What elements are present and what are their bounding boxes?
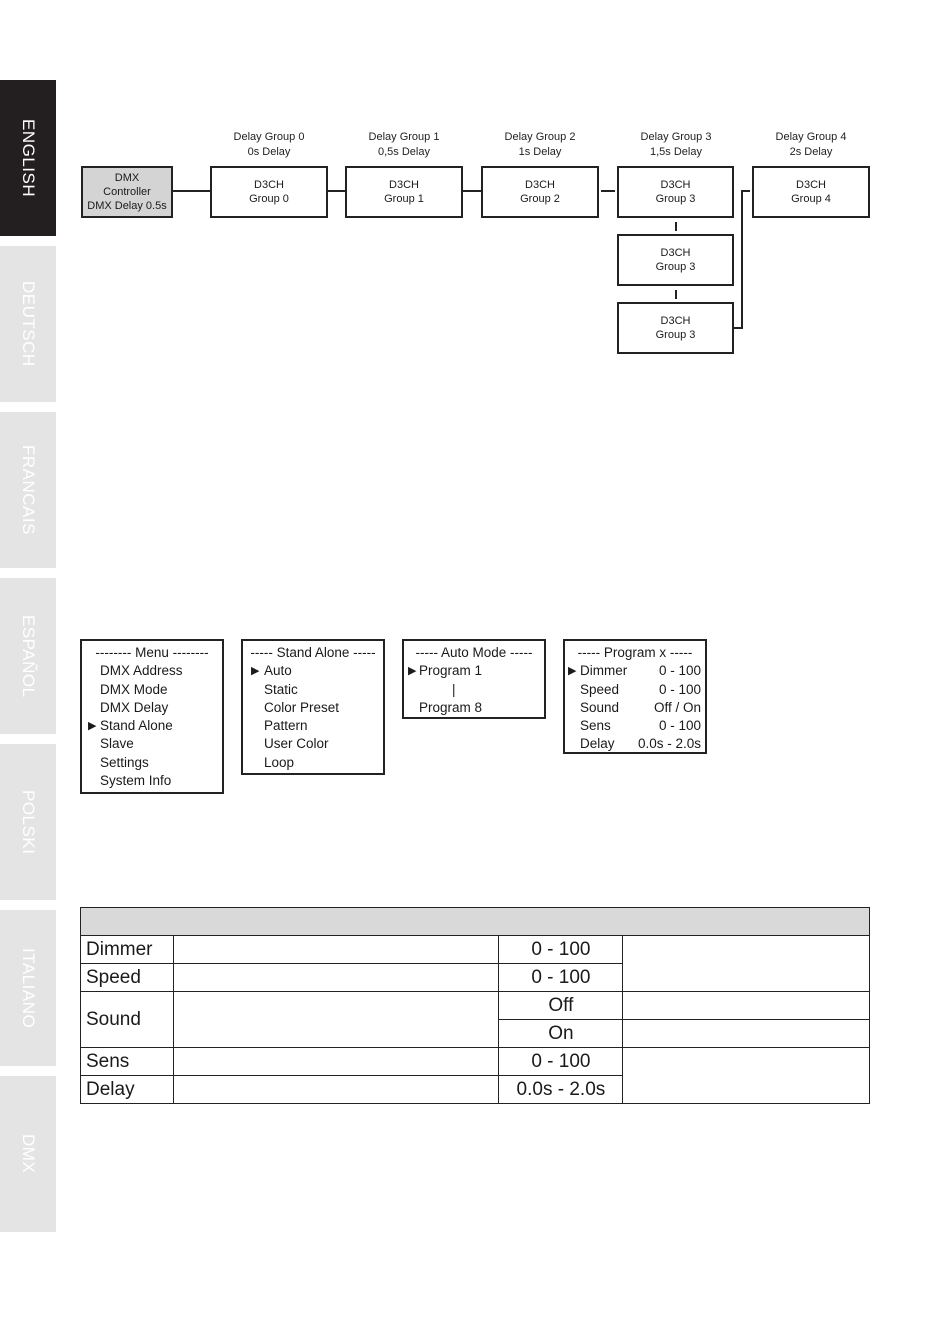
box-line: Group 1 xyxy=(384,193,424,205)
menu-item-label: | xyxy=(452,681,456,697)
group-3-box-3 xyxy=(617,302,734,354)
menu-item[interactable] xyxy=(243,735,383,753)
box-line: D3CH xyxy=(660,179,691,191)
box-line: Group 2 xyxy=(520,193,560,205)
param-name-cell: Speed xyxy=(81,964,174,992)
menu-item[interactable] xyxy=(243,699,383,717)
group-3-box xyxy=(617,166,734,218)
menu-item-label: Slave xyxy=(100,736,134,752)
controller-line: DMX xyxy=(114,172,140,184)
box-line: D3CH xyxy=(525,179,555,191)
tab-espanol[interactable] xyxy=(0,578,56,734)
menu-item-label: Delay xyxy=(580,736,615,752)
param-value-cell: 0 - 100 xyxy=(499,964,623,992)
caption-line: 0,5s Delay xyxy=(378,146,430,158)
box-line: Group 4 xyxy=(791,193,831,205)
group-1-box xyxy=(345,166,463,218)
menu-item-selected[interactable] xyxy=(565,662,705,680)
tab-label: ESPAÑOL xyxy=(19,614,38,698)
selection-arrow-icon: ▶ xyxy=(251,665,260,678)
menu-item[interactable] xyxy=(82,681,222,699)
selection-arrow-icon: ▶ xyxy=(88,720,97,733)
group-0-box xyxy=(210,166,328,218)
group-caption xyxy=(746,130,876,160)
group-caption xyxy=(611,130,741,160)
menu-item-label: Static xyxy=(264,681,298,697)
group-caption xyxy=(204,130,334,160)
description-cell xyxy=(173,1048,499,1076)
group-caption xyxy=(339,130,469,160)
description-cell xyxy=(173,964,499,992)
tab-label: ENGLISH xyxy=(19,118,38,198)
tab-label: DEUTSCH xyxy=(19,281,38,367)
tab-dmx[interactable] xyxy=(0,1076,56,1232)
automode-menu-screen xyxy=(402,639,546,719)
param-value-cell: 0 - 100 xyxy=(499,936,623,964)
caption-line: Delay Group 0 xyxy=(233,131,305,143)
menu-item-label: Speed xyxy=(580,681,620,697)
tab-label: DMX xyxy=(19,1134,38,1174)
caption-line: Delay Group 2 xyxy=(504,131,576,143)
tab-francais[interactable] xyxy=(0,412,56,568)
menu-item[interactable] xyxy=(565,735,705,753)
caption-line: 0s Delay xyxy=(247,146,291,158)
box-line: D3CH xyxy=(389,179,419,191)
table-header-cell xyxy=(81,908,870,936)
menu-item-label: Sens xyxy=(580,718,611,734)
connector-line xyxy=(173,190,210,192)
menu-item-label: User Color xyxy=(264,736,329,752)
menu-item-label: DMX Mode xyxy=(100,681,168,697)
note-cell xyxy=(623,1048,870,1104)
menu-item[interactable] xyxy=(82,772,222,790)
param-value-cell: On xyxy=(499,1020,623,1048)
controller-line: DMX Delay 0.5s xyxy=(87,200,167,212)
menu-item-label: Stand Alone xyxy=(100,718,173,734)
tab-label: POLSKI xyxy=(19,789,38,855)
description-cell xyxy=(173,992,499,1048)
menu-item-value: 0 - 100 xyxy=(658,681,701,697)
menu-title: ----- Program x ----- xyxy=(577,645,693,660)
menu-ellipsis xyxy=(404,681,544,699)
note-cell xyxy=(623,1020,870,1048)
menu-item-selected[interactable] xyxy=(82,717,222,735)
menu-item[interactable] xyxy=(243,681,383,699)
group-3-box-2 xyxy=(617,234,734,286)
param-value-cell: 0.0s - 2.0s xyxy=(499,1076,623,1104)
menu-title: ----- Auto Mode ----- xyxy=(415,645,533,660)
box-line: D3CH xyxy=(254,179,284,191)
menu-item-label: Settings xyxy=(100,754,149,770)
box-line: Group 3 xyxy=(655,193,696,205)
menu-item[interactable] xyxy=(82,754,222,772)
menu-item-label: Dimmer xyxy=(580,663,628,679)
connector-line xyxy=(601,190,615,192)
table-row xyxy=(81,1048,870,1076)
menu-item-label: System Info xyxy=(100,773,172,789)
connector-line xyxy=(675,290,677,299)
menu-item-selected[interactable] xyxy=(404,662,544,680)
tab-italiano[interactable] xyxy=(0,910,56,1066)
param-name-cell: Dimmer xyxy=(81,936,174,964)
tab-polski[interactable] xyxy=(0,744,56,900)
caption-line: Delay Group 4 xyxy=(775,131,847,143)
menu-item[interactable] xyxy=(243,754,383,772)
menu-item[interactable] xyxy=(565,717,705,735)
main-menu-screen xyxy=(80,639,224,794)
dmx-controller-box xyxy=(81,166,173,218)
selection-arrow-icon: ▶ xyxy=(568,665,577,678)
box-line: Group 3 xyxy=(655,329,696,341)
menu-item[interactable] xyxy=(82,662,222,680)
caption-line: 1s Delay xyxy=(518,146,562,158)
menu-item-label: Program 1 xyxy=(419,663,483,679)
box-line: Group 3 xyxy=(655,261,696,273)
param-value-cell: Off xyxy=(499,992,623,1020)
menu-item-value: 0 - 100 xyxy=(658,663,701,679)
table-row xyxy=(81,936,870,964)
box-line: D3CH xyxy=(660,315,691,327)
menu-item-label: DMX Delay xyxy=(100,699,169,715)
box-line: D3CH xyxy=(796,179,826,191)
menu-item-label: Sound xyxy=(580,699,620,715)
tab-label: ITALIANO xyxy=(19,947,38,1029)
menu-item-value: 0.0s - 2.0s xyxy=(637,736,701,752)
param-name-cell: Sens xyxy=(81,1048,174,1076)
controller-line: Controller xyxy=(103,186,151,198)
param-value-cell: 0 - 100 xyxy=(499,1048,623,1076)
tab-english[interactable] xyxy=(0,80,56,236)
param-name-cell: Delay xyxy=(81,1076,174,1104)
connector-line xyxy=(463,190,481,192)
note-cell xyxy=(623,992,870,1020)
caption-line: Delay Group 1 xyxy=(368,131,440,143)
program-menu-screen xyxy=(563,639,707,754)
tab-deutsch[interactable] xyxy=(0,246,56,402)
caption-line: 1,5s Delay xyxy=(650,146,702,158)
menu-item-selected[interactable] xyxy=(243,662,383,680)
menu-item[interactable] xyxy=(82,735,222,753)
table-header-row xyxy=(81,908,870,936)
menu-item[interactable] xyxy=(404,699,544,717)
connector-line xyxy=(741,190,743,329)
group-2-box xyxy=(481,166,599,218)
group-4-box xyxy=(752,166,870,218)
menu-item-label: Auto xyxy=(264,663,292,679)
menu-item[interactable] xyxy=(565,681,705,699)
note-cell xyxy=(623,936,870,992)
box-line: D3CH xyxy=(660,247,691,259)
param-name-cell: Sound xyxy=(81,992,174,1048)
selection-arrow-icon: ▶ xyxy=(408,665,417,678)
description-cell xyxy=(173,1076,499,1104)
caption-line: Delay Group 3 xyxy=(640,131,712,143)
standalone-menu-screen xyxy=(241,639,385,775)
menu-title: ----- Stand Alone ----- xyxy=(250,645,376,660)
caption-line: 2s Delay xyxy=(789,146,833,158)
menu-item-label: Program 8 xyxy=(419,699,483,715)
menu-item-value: 0 - 100 xyxy=(658,718,701,734)
menu-item-value: Off / On xyxy=(653,699,701,715)
group-caption xyxy=(475,130,605,160)
table-row xyxy=(81,992,870,1020)
parameter-table xyxy=(80,907,870,1104)
description-cell xyxy=(173,936,499,964)
menu-title: -------- Menu -------- xyxy=(95,645,209,660)
menu-item[interactable] xyxy=(243,717,383,735)
menu-item-label: DMX Address xyxy=(100,663,183,679)
menu-item[interactable] xyxy=(82,699,222,717)
menu-item-label: Loop xyxy=(264,754,295,770)
menu-item-label: Pattern xyxy=(264,718,308,734)
box-line: Group 0 xyxy=(249,193,289,205)
connector-line xyxy=(328,190,345,192)
menu-item-label: Color Preset xyxy=(264,699,340,715)
connector-line xyxy=(741,190,750,192)
tab-label: FRANCAIS xyxy=(19,445,38,535)
connector-line xyxy=(675,222,677,231)
menu-item[interactable] xyxy=(565,699,705,717)
